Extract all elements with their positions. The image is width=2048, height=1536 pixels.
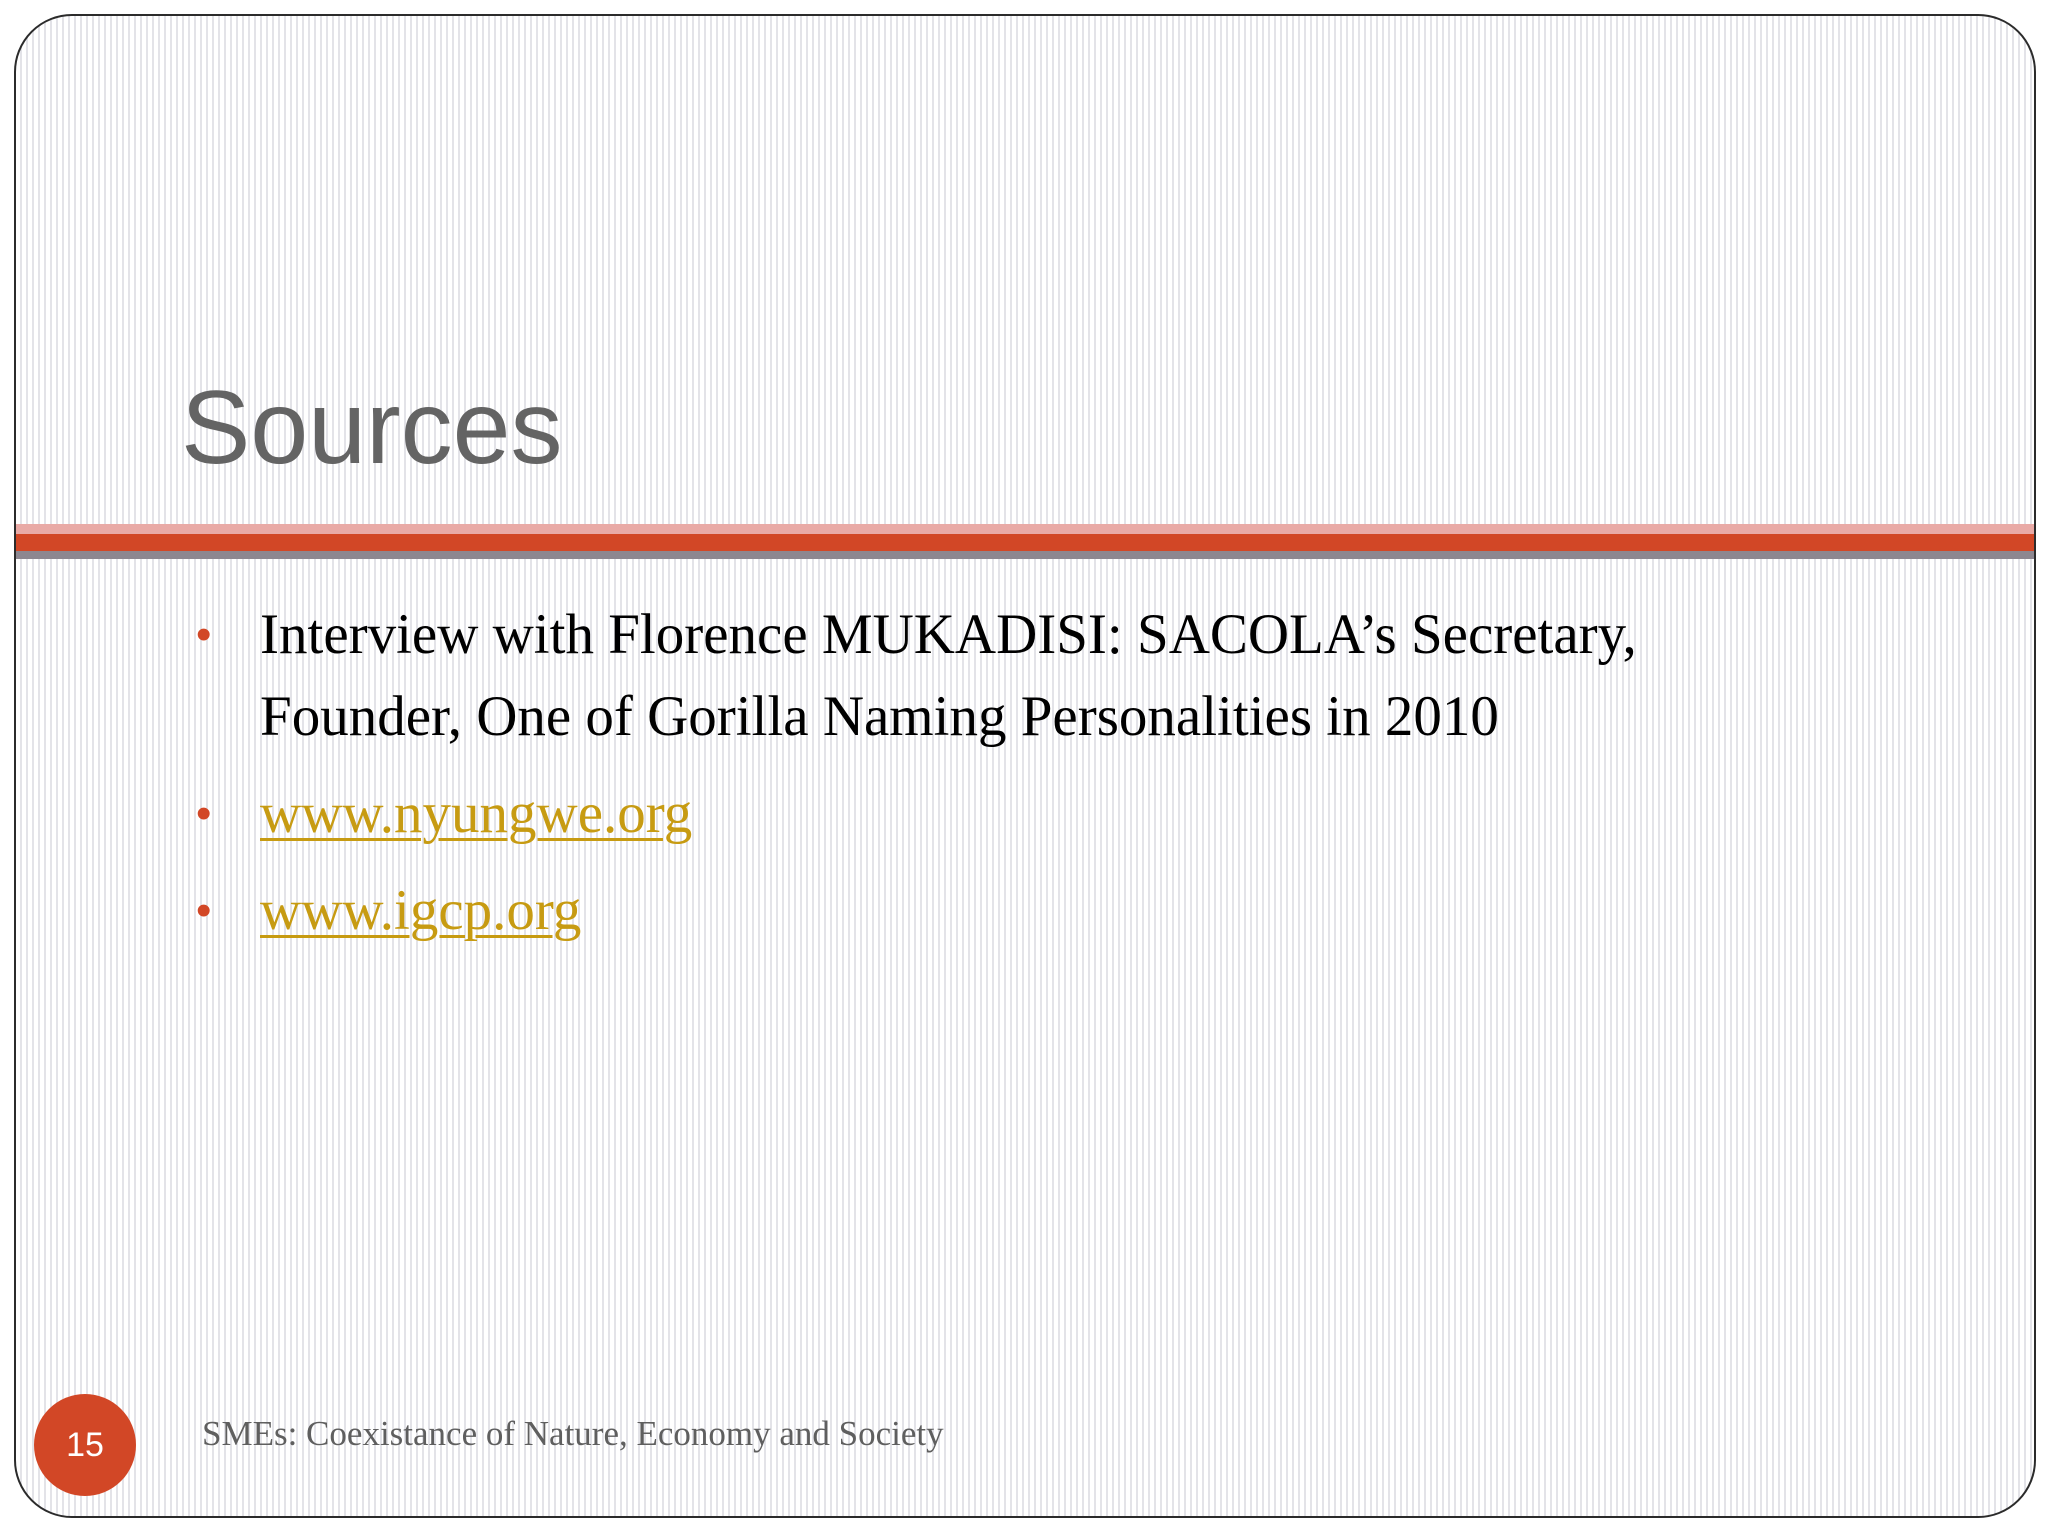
slide bbox=[14, 14, 2036, 1518]
nyungwe-link[interactable]: www.nyungwe.org bbox=[260, 782, 693, 845]
divider-bar-gray bbox=[16, 551, 2034, 559]
bullet-icon: • bbox=[196, 886, 212, 935]
bullet-icon: • bbox=[196, 610, 212, 659]
footer-text: SMEs: Coexistance of Nature, Economy and Society bbox=[202, 1414, 944, 1453]
bullet-icon: • bbox=[196, 789, 212, 838]
divider-bar-light bbox=[16, 524, 2034, 534]
slide-number-badge: 15 bbox=[34, 1394, 136, 1496]
source-text: Interview with Florence MUKADISI: SACOLA’s Secretary, Founder, One of Gorilla Naming Personalities in 2010 bbox=[260, 603, 1637, 748]
title-divider bbox=[16, 524, 2034, 558]
divider-bar-accent bbox=[16, 534, 2034, 551]
slide-title: Sources bbox=[181, 370, 563, 486]
igcp-link[interactable]: www.igcp.org bbox=[260, 879, 582, 942]
list-item bbox=[181, 594, 1821, 758]
list-item bbox=[181, 773, 1821, 855]
sources-list bbox=[181, 594, 1821, 967]
list-item bbox=[181, 870, 1821, 952]
